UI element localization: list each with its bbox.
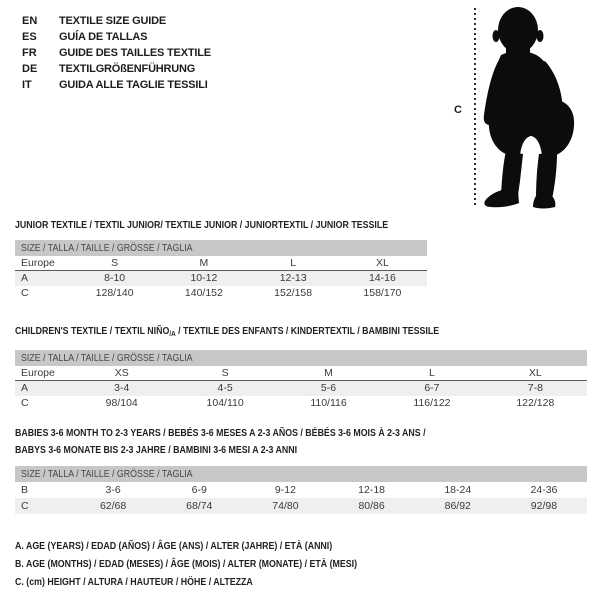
junior-title-text: JUNIOR TEXTILE / TEXTIL JUNIOR/ TEXTILE JUNIOR / JUNIORTEXTIL / JUNIOR TESSILE <box>15 219 389 231</box>
size-table-header <box>15 350 587 366</box>
language-title: GUÍA DE TALLAS <box>59 31 148 43</box>
children-size-table <box>15 350 587 411</box>
row-label: A <box>21 272 29 284</box>
size-cell: L <box>429 367 435 379</box>
table-row-height <box>15 396 587 411</box>
junior-section-title <box>15 217 459 234</box>
size-cell: L <box>290 257 297 269</box>
age-cell: 10-12 <box>190 272 218 284</box>
age-cell: 6-7 <box>424 382 440 394</box>
language-title: TEXTILE SIZE GUIDE <box>59 15 167 27</box>
junior-size-table <box>15 240 427 301</box>
baby-height-figure <box>450 0 600 215</box>
months-cell: 9-12 <box>274 484 296 496</box>
table-row-height <box>15 498 587 514</box>
language-code: ES <box>22 31 37 43</box>
size-cell: XL <box>375 257 389 269</box>
language-title-list <box>22 13 211 93</box>
table-row-height <box>15 286 427 301</box>
row-label: B <box>21 484 29 496</box>
children-title-sub: /A <box>169 329 176 338</box>
row-label: A <box>21 382 29 394</box>
children-title-post: / TEXTILE DES ENFANTS / KINDERTEXTIL / BAMBINI TESSILE <box>175 325 440 337</box>
height-cell: 92/98 <box>530 500 558 512</box>
language-title: GUIDA ALLE TAGLIE TESSILI <box>59 79 208 91</box>
language-row <box>22 13 211 29</box>
size-table-header <box>15 240 427 256</box>
height-cell: 68/74 <box>186 500 213 512</box>
age-cell: 14-16 <box>368 272 396 284</box>
size-cell: XL <box>528 367 542 379</box>
size-cell: S <box>111 257 119 269</box>
table-row-months <box>15 482 587 498</box>
height-cell: 122/128 <box>516 397 555 409</box>
row-label: Europe <box>21 257 55 269</box>
babies-title-line1: BABIES 3-6 MONTH TO 2-3 YEARS / BEBÉS 3-6 MESES A 2-3 AÑOS / BÉBÉS 3-6 MOIS À 2-3 ANS / <box>15 427 426 439</box>
size-cell: S <box>221 367 229 379</box>
table-row-age <box>15 271 427 286</box>
note-b-text: B. AGE (MONTHS) / EDAD (MESES) / ÂGE (MOIS) / ALTER (MONATE) / ETÀ (MESI) <box>15 558 358 570</box>
table-row-age <box>15 381 587 396</box>
height-measure-label: C <box>454 104 462 116</box>
row-label: C <box>21 287 29 299</box>
note-height-cm <box>15 573 422 591</box>
row-label: Europe <box>21 367 55 379</box>
height-cell: 152/158 <box>274 287 313 299</box>
height-cell: 104/110 <box>206 397 244 409</box>
age-cell: 12-13 <box>279 272 307 284</box>
language-title: GUIDE DES TAILLES TEXTILE <box>59 47 211 59</box>
size-cell: XS <box>114 367 129 379</box>
months-cell: 3-6 <box>105 484 121 496</box>
height-cell: 62/68 <box>99 500 127 512</box>
size-header-label: SIZE / TALLA / TAILLE / GRÖSSE / TAGLIA <box>21 468 193 480</box>
months-cell: 18-24 <box>444 484 472 496</box>
size-header-label: SIZE / TALLA / TAILLE / GRÖSSE / TAGLIA <box>21 352 193 364</box>
children-title-text <box>15 323 439 343</box>
size-table-header <box>15 466 587 482</box>
language-code: EN <box>22 15 38 27</box>
row-label: C <box>21 500 29 512</box>
size-header-label: SIZE / TALLA / TAILLE / GRÖSSE / TAGLIA <box>21 242 193 254</box>
months-cell: 6-9 <box>191 484 207 496</box>
language-row <box>22 29 211 45</box>
height-cell: 128/140 <box>95 287 134 299</box>
age-cell: 5-6 <box>320 382 337 394</box>
months-cell: 12-18 <box>358 484 386 496</box>
children-section-title <box>15 323 520 343</box>
table-row-europe <box>15 256 427 271</box>
language-row <box>22 45 211 61</box>
age-cell: 7-8 <box>527 382 543 394</box>
baby-silhouette-icon <box>483 5 595 210</box>
height-cell: 116/122 <box>413 397 451 409</box>
height-cell: 98/104 <box>105 397 138 409</box>
note-age-months <box>15 555 422 573</box>
language-code: DE <box>22 63 38 75</box>
height-cell: 140/152 <box>184 287 223 299</box>
height-cell: 86/92 <box>444 500 471 512</box>
height-cell: 158/170 <box>363 287 402 299</box>
age-cell: 3-4 <box>114 382 130 394</box>
note-age-years <box>15 537 422 555</box>
height-cell: 80/86 <box>358 500 385 512</box>
legend-notes <box>15 537 422 591</box>
height-cell: 110/116 <box>310 397 347 409</box>
babies-title-line2: BABYS 3-6 MONATE BIS 2-3 JAHRE / BAMBINI 3-6 MESI A 2-3 ANNI <box>15 443 298 456</box>
months-cell: 24-36 <box>530 484 558 496</box>
note-c-text: C. (cm) HEIGHT / ALTURA / HAUTEUR / HÖHE / ALTEZZA <box>15 576 253 588</box>
table-row-europe <box>15 366 587 381</box>
language-row <box>22 77 211 93</box>
note-a-text: A. AGE (YEARS) / EDAD (AÑOS) / ÂGE (ANS) / ALTER (JAHRE) / ETÀ (ANNI) <box>15 540 333 552</box>
language-code: FR <box>22 47 37 59</box>
language-title: TEXTILGRÖßENFÜHRUNG <box>59 63 196 75</box>
language-row <box>22 61 211 77</box>
language-code: IT <box>22 79 32 91</box>
size-cell: M <box>324 367 333 379</box>
children-title-pre: CHILDREN'S TEXTILE / TEXTIL NIÑO <box>15 325 170 337</box>
babies-size-table <box>15 466 587 514</box>
age-cell: 8-10 <box>104 272 126 284</box>
height-dotted-line <box>474 8 476 208</box>
size-cell: M <box>199 257 209 269</box>
row-label: C <box>21 397 29 409</box>
age-cell: 4-5 <box>217 382 233 394</box>
babies-section-title <box>15 425 504 458</box>
height-cell: 74/80 <box>272 500 299 512</box>
